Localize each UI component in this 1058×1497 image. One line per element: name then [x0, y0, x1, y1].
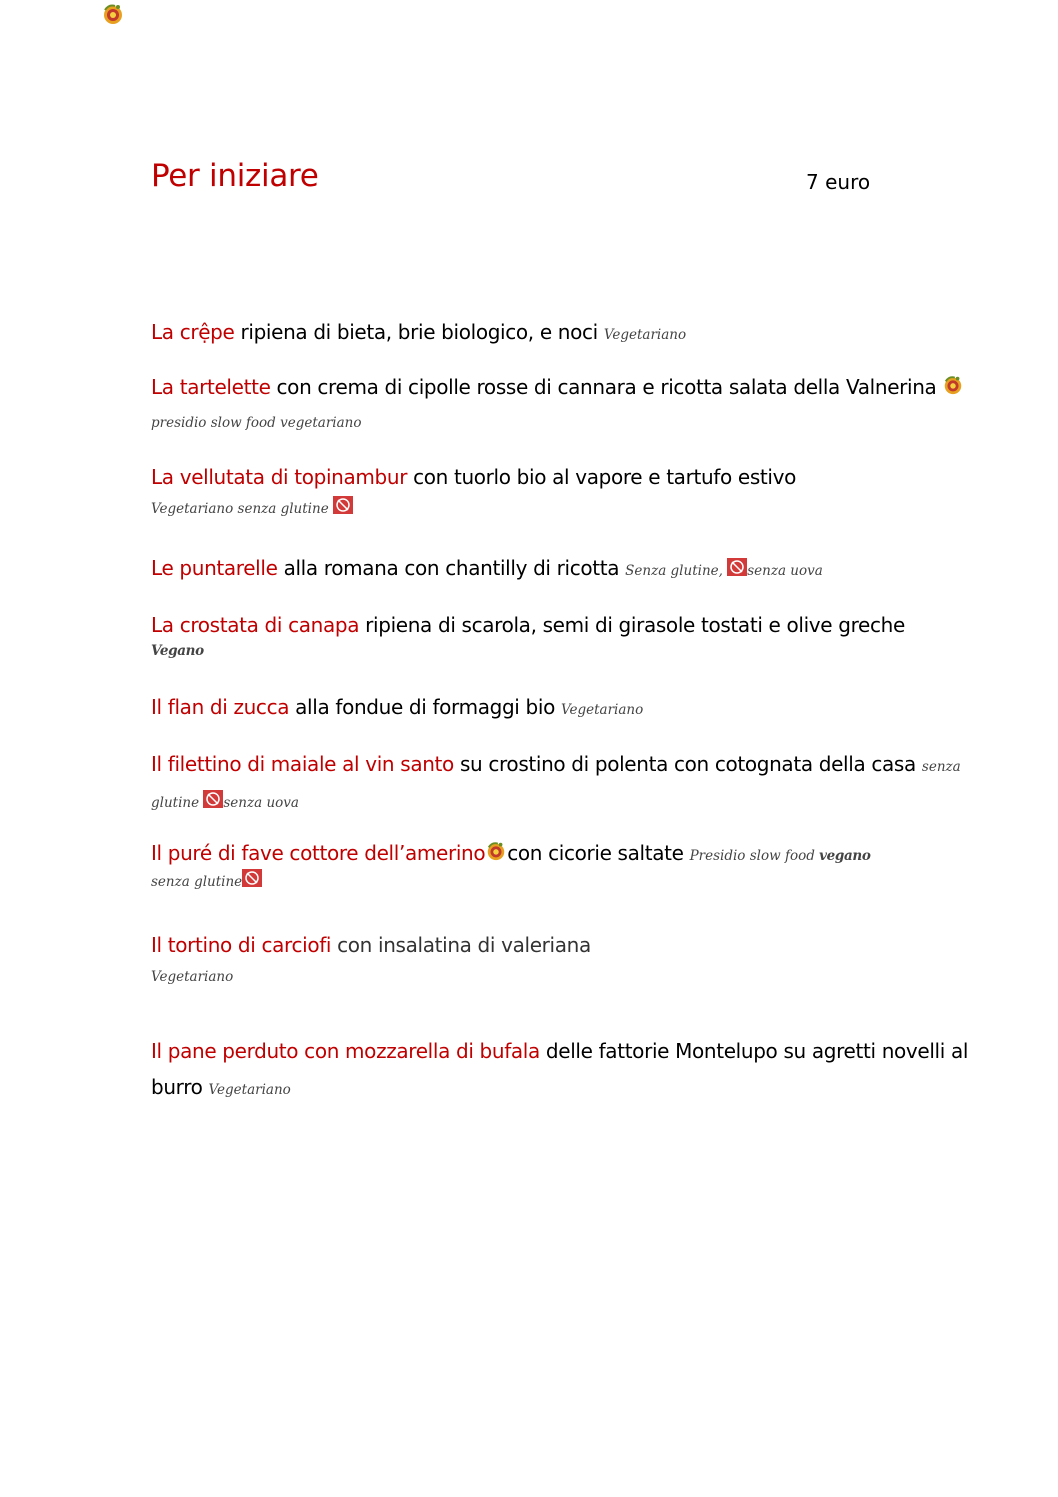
diet-tag: senza uova — [747, 563, 823, 579]
diet-tag: senza glutine — [151, 874, 243, 890]
slow-food-snail-icon — [101, 2, 125, 26]
dish-name: Il flan di zucca — [151, 695, 290, 719]
dish-description: su crostino di polenta con cotognata della casa — [453, 752, 922, 776]
gluten-free-icon — [333, 496, 353, 514]
diet-tag: senza uova — [223, 795, 299, 811]
gluten-free-icon — [242, 869, 262, 887]
dish-name: Le puntarelle — [151, 556, 278, 580]
dish-name: La crệpe — [151, 320, 235, 344]
dish-description: delle fattorie Montelupo su agretti novelli al burro — [151, 1039, 969, 1099]
menu-item — [151, 371, 971, 440]
dish-description: ripiena di bieta, brie biologico, e noci — [234, 320, 604, 344]
diet-tag: Vegetariano — [560, 702, 644, 718]
slow-food-snail-icon — [485, 840, 507, 862]
diet-tag: vegano — [819, 848, 871, 864]
menu-item — [151, 552, 971, 588]
dish-description: ripiena di scarola, semi di girasole tostati e olive greche — [359, 613, 905, 637]
menu-item — [151, 929, 971, 987]
dish-name: La crostata di canapa — [151, 613, 360, 637]
diet-tag: presidio slow food vegetariano — [151, 415, 362, 431]
menu-item — [151, 461, 971, 519]
page-title: Per iniziare — [151, 158, 319, 194]
dish-name: La tartelette — [151, 375, 271, 399]
dish-description: con cicorie saltate — [507, 841, 690, 865]
gluten-free-icon — [203, 790, 223, 808]
price-label: 7 euro — [806, 170, 871, 194]
dish-name: Il pane perduto con mozzarella di bufala — [151, 1039, 540, 1063]
diet-tag: Vegetariano — [151, 969, 234, 985]
diet-tag: Presidio slow food — [689, 848, 820, 864]
dish-description: con tuorlo bio al vapore e tartufo estivo — [407, 465, 796, 489]
slow-food-snail-icon — [942, 374, 964, 396]
menu-item — [151, 837, 971, 892]
dish-name: Il puré di fave cottore dell’amerino — [151, 841, 486, 865]
dish-name: Il tortino di carciofi — [151, 933, 332, 957]
diet-tag: Vegetariano — [603, 327, 687, 343]
diet-tag: Vegetariano senza glutine — [151, 501, 333, 517]
menu-item — [151, 1033, 971, 1108]
diet-tag: Vegetariano — [208, 1082, 291, 1098]
dish-name: Il filettino di maiale al vin santo — [151, 752, 454, 776]
diet-tag: Senza glutine, — [625, 563, 728, 579]
dish-name: La vellutata di topinambur — [151, 465, 408, 489]
dish-description: con crema di cipolle rosse di cannara e ricotta salata della Valnerina — [270, 375, 943, 399]
dish-description: alla romana con chantilly di ricotta — [277, 556, 626, 580]
dish-description: alla fondue di formaggi bio — [289, 695, 561, 719]
diet-tag: Vegano — [151, 643, 204, 659]
menu-item — [151, 748, 971, 820]
menu-item — [151, 609, 971, 661]
diet-tag: senza glutine — [151, 759, 961, 811]
menu-item — [151, 316, 971, 352]
dish-description: con insalatina di valeriana — [331, 933, 591, 957]
menu-item — [151, 691, 971, 727]
gluten-free-icon — [727, 558, 747, 576]
